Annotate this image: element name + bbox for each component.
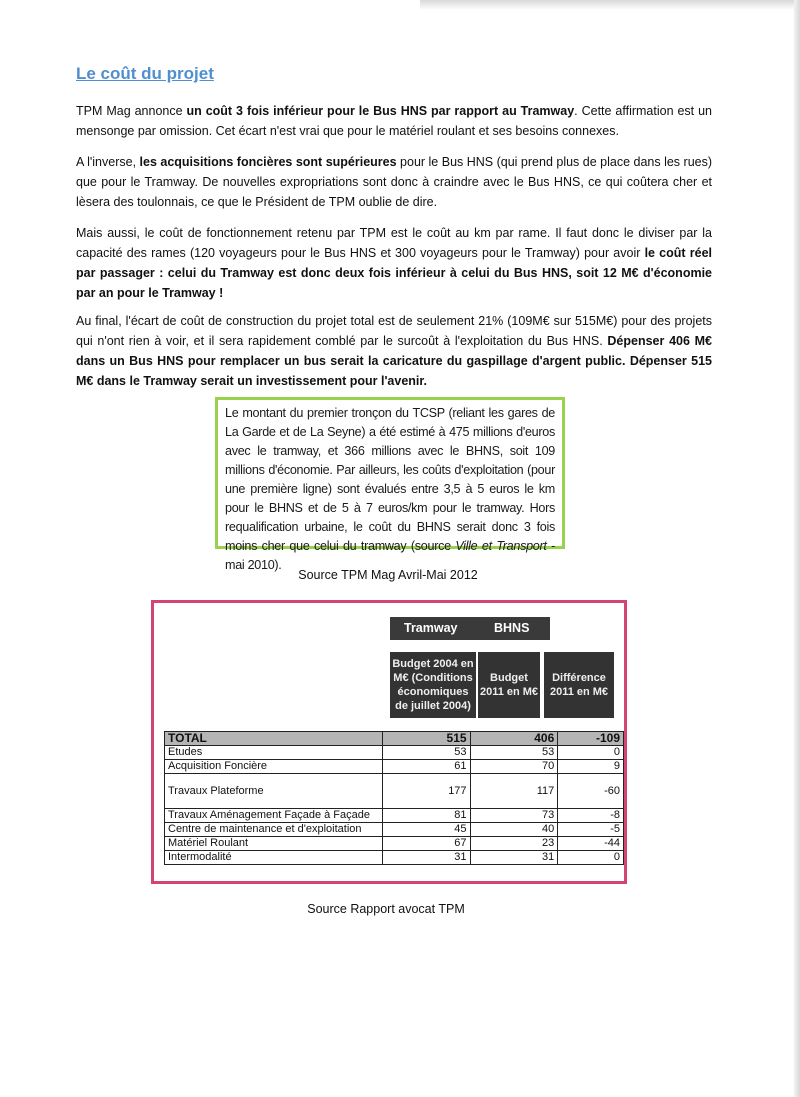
- cell-2011: 70: [470, 760, 558, 774]
- quote-text-end: - mai 2010).: [225, 539, 555, 572]
- quote-source-italic: Ville et Transport: [455, 539, 547, 553]
- table-row: [165, 746, 624, 760]
- cell-2011: 117: [470, 774, 558, 809]
- p2-text-a: A l'inverse,: [76, 155, 140, 169]
- cell-diff: 9: [558, 760, 624, 774]
- paragraph-1: [76, 101, 712, 141]
- cell-2011: 73: [470, 809, 558, 823]
- paragraph-4: [76, 311, 712, 391]
- table-row: [165, 851, 624, 865]
- p1-text-c: . Cette affirmation est un mensonge par omission. Cet écart n'est vrai que pour le matériel roulant et ses besoins connexes.: [76, 104, 713, 138]
- p1-text-a: TPM Mag annonce: [76, 104, 187, 118]
- cell-diff: 0: [558, 746, 624, 760]
- p3-bold: le coût réel par passager : celui du Tramway est donc deux fois inférieur à celui du Bus HNS, soit 12 M€ d'économie par an pour le Tramway !: [76, 246, 712, 300]
- table-row: [165, 760, 624, 774]
- row-label: Etudes: [165, 746, 383, 760]
- p4-bold: Dépenser 406 M€ dans un Bus HNS pour remplacer un bus serait la caricature du gaspillage d'argent public. Dépenser 515 M€ dans le Tramway serait un investissement pour l'avenir.: [76, 334, 712, 388]
- cell-2011: 31: [470, 851, 558, 865]
- row-label: Matériel Roulant: [165, 837, 383, 851]
- col-header-difference: Différence 2011 en M€: [544, 652, 614, 718]
- p4-text-a: Au final, l'écart de coût de construction du projet total est de seulement 21% (109M€ sur 515M€) pour des projets qui n'ont rien à voir, et il sera rapidement comblé par le surcoût à l'exploitation du Bus HNS.: [76, 314, 712, 348]
- p3-text-a: Mais aussi, le coût de fonctionnement retenu par TPM est le coût au km par rame. Il faut donc le diviser par la capacité des rames (120 voyageurs pour le Bus HNS et 300 voyageurs pour le Tramway) pour avoir: [76, 226, 712, 260]
- col-header-budget-2004: Budget 2004 en M€ (Conditions économiques de juillet 2004): [390, 652, 476, 718]
- row-label: Travaux Aménagement Façade à Façade: [165, 809, 383, 823]
- header-bhns: BHNS: [494, 621, 530, 635]
- row-label: Travaux Plateforme: [165, 774, 383, 809]
- paragraph-3: [76, 223, 712, 303]
- cell-2004: 81: [382, 809, 470, 823]
- table-row: [165, 823, 624, 837]
- table-row: [165, 837, 624, 851]
- p2-bold: les acquisitions foncières sont supérieures: [139, 155, 397, 169]
- cell-2004: 515: [382, 732, 470, 746]
- cell-diff: -60: [558, 774, 624, 809]
- caption-tpm-mag: Source TPM Mag Avril-Mai 2012: [298, 568, 478, 582]
- cell-2011: 23: [470, 837, 558, 851]
- cell-2004: 177: [382, 774, 470, 809]
- cell-2004: 61: [382, 760, 470, 774]
- table-row: [165, 809, 624, 823]
- cell-diff: -8: [558, 809, 624, 823]
- budget-table: [164, 731, 624, 865]
- header-tramway: Tramway: [404, 621, 458, 635]
- scan-shadow-top: [420, 0, 800, 10]
- cell-2004: 45: [382, 823, 470, 837]
- cell-diff: -44: [558, 837, 624, 851]
- page-title: Le coût du projet: [76, 64, 214, 83]
- table-row: [165, 732, 624, 746]
- cell-diff: 0: [558, 851, 624, 865]
- quote-text: Le montant du premier tronçon du TCSP (reliant les gares de La Garde et de La Seyne) a été estimé à 475 millions d'euros avec le tramway, et 366 millions avec le BHNS, soit 109 millions d'économie. Par ailleurs, les coûts d'exploitation (pour une première ligne) sont évalués entre 3,5 à 5 euros le km pour le BHNS et de 5 à 7 euros/km pour le tramway. Hors requalification urbaine, le coût du BHNS serait donc 3 fois moins cher que celui du tramway (source: [225, 406, 555, 553]
- cell-2004: 67: [382, 837, 470, 851]
- caption-rapport-avocat: Source Rapport avocat TPM: [307, 902, 465, 916]
- p2-text-c: pour le Bus HNS (qui prend plus de place dans les rues) que pour le Tramway. De nouvelles expropriations sont donc à craindre avec le Bus HNS, ce qui coûtera cher et lèsera des toulonnais, ce que le Président de TPM oublie de dire.: [76, 155, 713, 209]
- table-header-band: [390, 617, 550, 640]
- cell-2004: 53: [382, 746, 470, 760]
- table-row: [165, 774, 624, 809]
- quote-box: [215, 397, 565, 572]
- row-label: Acquisition Foncière: [165, 760, 383, 774]
- col-header-budget-2011: Budget 2011 en M€: [478, 652, 540, 718]
- cell-2011: 406: [470, 732, 558, 746]
- paragraph-2: [76, 152, 712, 212]
- cell-2011: 53: [470, 746, 558, 760]
- cell-diff: -5: [558, 823, 624, 837]
- cell-2011: 40: [470, 823, 558, 837]
- row-label: Intermodalité: [165, 851, 383, 865]
- p1-bold: un coût 3 fois inférieur pour le Bus HNS par rapport au Tramway: [186, 104, 575, 118]
- row-label: Centre de maintenance et d'exploitation: [165, 823, 383, 837]
- budget-table-box: [151, 600, 627, 884]
- cell-diff: -109: [558, 732, 624, 746]
- row-label: TOTAL: [165, 732, 383, 746]
- scan-shadow-right: [794, 0, 800, 1097]
- cell-2004: 31: [382, 851, 470, 865]
